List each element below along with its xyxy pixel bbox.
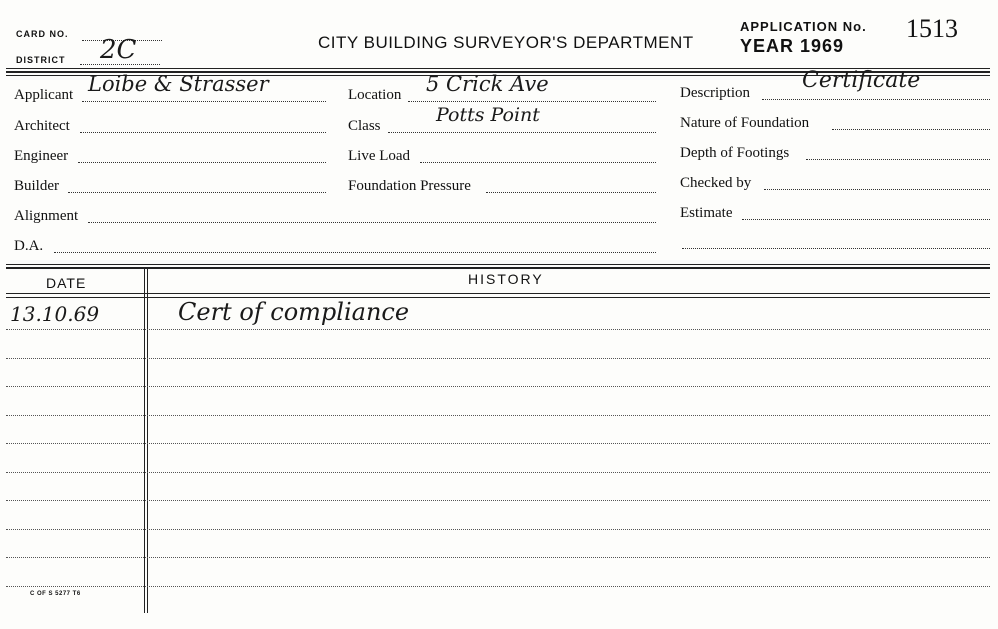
engineer-label: Engineer xyxy=(14,148,69,164)
applicant-line xyxy=(82,101,326,102)
table-row xyxy=(6,329,990,330)
district-value: 2C xyxy=(100,35,137,65)
description-label: Description xyxy=(680,85,750,101)
checked-by-line xyxy=(764,189,990,190)
architect-line xyxy=(80,132,326,133)
year-label: YEAR 1969 xyxy=(740,36,845,56)
table-row xyxy=(6,443,990,444)
live-load-line xyxy=(420,162,656,163)
district-label: DISTRICT xyxy=(16,55,66,65)
description-value: Certificate xyxy=(802,68,921,93)
alignment-label: Alignment xyxy=(14,208,79,224)
table-row xyxy=(6,557,990,558)
nature-of-foundation-line xyxy=(832,129,990,130)
class-label: Class xyxy=(348,118,381,134)
applicant-label: Applicant xyxy=(14,87,74,103)
alignment-line xyxy=(88,222,656,223)
estimate-line xyxy=(742,219,990,220)
builder-label: Builder xyxy=(14,178,59,194)
table-row xyxy=(6,586,990,587)
application-no-value: 1513 xyxy=(906,14,958,43)
history-entry-date: 13.10.69 xyxy=(10,302,100,326)
history-header-rule-2 xyxy=(6,297,990,298)
form-code: C OF S 5277 T6 xyxy=(30,591,81,597)
applicant-value: Loibe & Strasser xyxy=(88,72,269,96)
history-header: HISTORY xyxy=(468,271,544,287)
table-row xyxy=(6,472,990,473)
date-column-rule-2 xyxy=(147,268,148,613)
architect-label: Architect xyxy=(14,118,70,134)
application-no-label: APPLICATION No. xyxy=(740,19,867,34)
location-line xyxy=(408,101,656,102)
blank-line xyxy=(682,248,990,249)
table-row xyxy=(6,415,990,416)
card-no-label: CARD NO. xyxy=(16,29,69,39)
depth-of-footings-line xyxy=(806,159,990,160)
table-row xyxy=(6,500,990,501)
class-value: Potts Point xyxy=(436,104,540,126)
description-line xyxy=(762,99,990,100)
nature-of-foundation-label: Nature of Foundation xyxy=(680,115,810,131)
da-line xyxy=(54,252,656,253)
live-load-label: Live Load xyxy=(348,148,411,164)
history-header-rule-1 xyxy=(6,293,990,294)
foundation-pressure-label: Foundation Pressure xyxy=(348,178,471,194)
depth-of-footings-label: Depth of Footings xyxy=(680,145,790,161)
history-top-rule-1 xyxy=(6,264,990,265)
location-value: 5 Crick Ave xyxy=(426,72,549,96)
history-top-rule-2 xyxy=(6,267,990,269)
table-row xyxy=(6,529,990,530)
da-label: D.A. xyxy=(14,238,44,254)
foundation-pressure-line xyxy=(486,192,656,193)
table-row xyxy=(6,358,990,359)
class-line xyxy=(388,132,656,133)
engineer-line xyxy=(78,162,326,163)
date-column-rule xyxy=(144,268,145,613)
department-title: CITY BUILDING SURVEYOR'S DEPARTMENT xyxy=(318,33,694,52)
date-header: DATE xyxy=(46,275,87,291)
builder-line xyxy=(68,192,326,193)
history-entry-text: Cert of compliance xyxy=(178,298,410,326)
estimate-label: Estimate xyxy=(680,205,733,221)
location-label: Location xyxy=(348,87,402,103)
checked-by-label: Checked by xyxy=(680,175,752,191)
table-row xyxy=(6,386,990,387)
